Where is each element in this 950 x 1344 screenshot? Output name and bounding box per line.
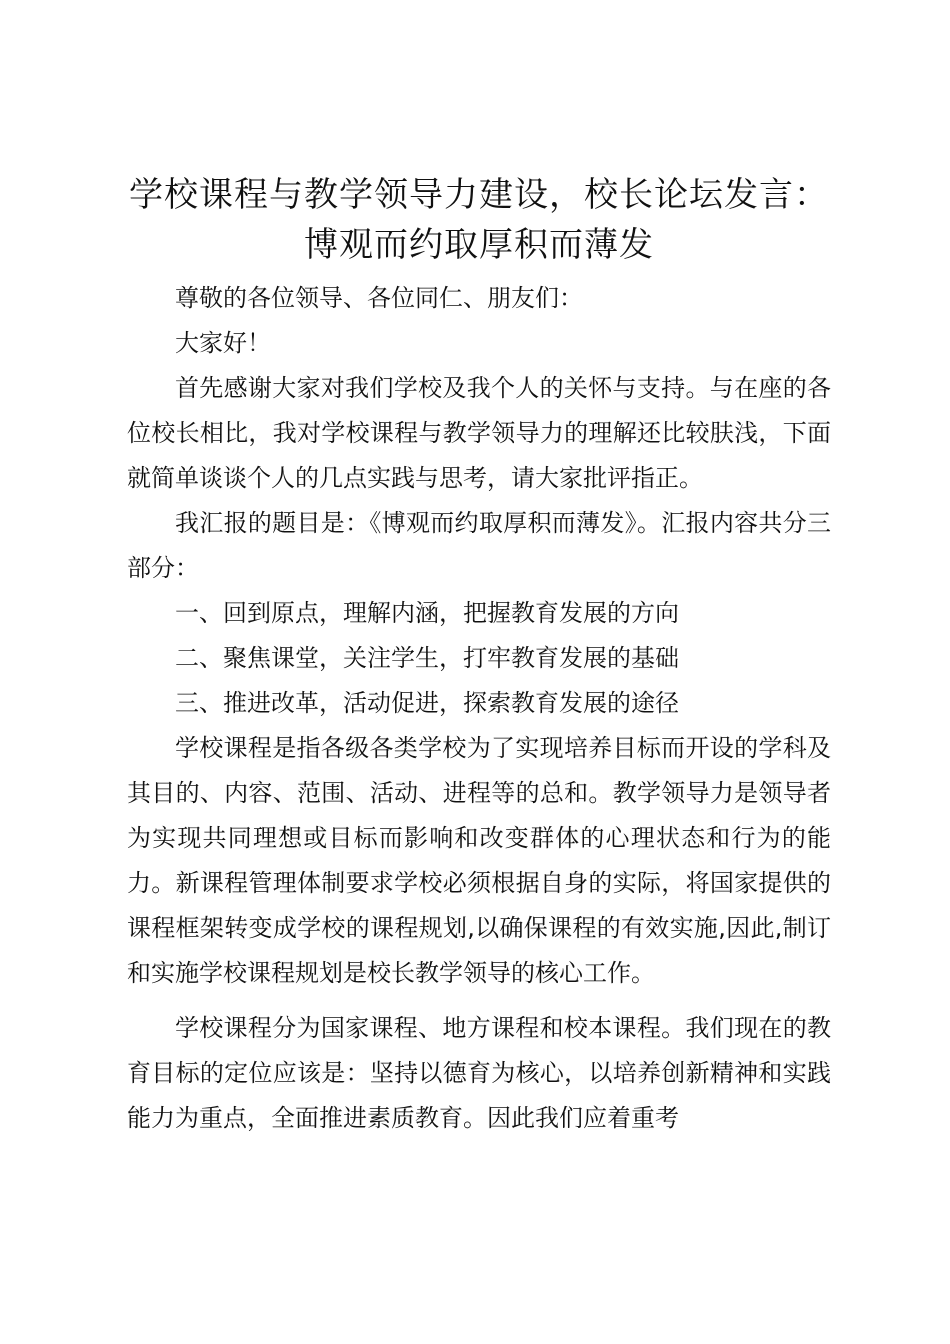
outline-item-2: 二、聚焦课堂，关注学生，打牢教育发展的基础 — [175, 644, 679, 672]
title-line-1: 学校课程与教学领导力建设，校长论坛发言： — [129, 175, 829, 215]
body-paragraph-goals: 学校课程分为国家课程、地方课程和校本课程。我们现在的教育目标的定位应该是：坚持以德育为核心，以培养创新精神和实践能力为重点，全面推进素质教育。因此我们应着重考 — [127, 1014, 831, 1132]
title-line-2: 博观而约取厚积而薄发 — [304, 225, 654, 265]
document-title — [127, 170, 831, 270]
body-paragraph-thanks: 首先感谢大家对我们学校及我个人的关怀与支持。与在座的各位校长相比，我对学校课程与教学领导力的理解还比较肤浅，下面就简单谈谈个人的几点实践与思考，请大家批评指正。 — [127, 374, 831, 492]
outline-item-3: 三、推进改革，活动促进，探索教育发展的途径 — [175, 689, 679, 717]
document-page — [127, 170, 831, 1141]
body-paragraph-curriculum: 学校课程是指各级各类学校为了实现培养目标而开设的学科及其目的、内容、范围、活动、进程等的总和。教学领导力是领导者为实现共同理想或目标而影响和改变群体的心理状态和行为的能力。新课程管理体制要求学校必须根据自身的实际，将国家提供的课程框架转变成学校的课程规划,以确保课程的有效实施,因此,制订和实施学校课程规划是校长教学领导的核心工作。 — [127, 734, 831, 987]
body-paragraph-topic: 我汇报的题目是：《博观而约取厚积而薄发》。汇报内容共分三部分： — [127, 509, 831, 582]
greeting: 大家好！ — [175, 329, 271, 357]
outline-item-1: 一、回到原点，理解内涵，把握教育发展的方向 — [175, 599, 679, 627]
salutation: 尊敬的各位领导、各位同仁、朋友们： — [175, 284, 583, 312]
